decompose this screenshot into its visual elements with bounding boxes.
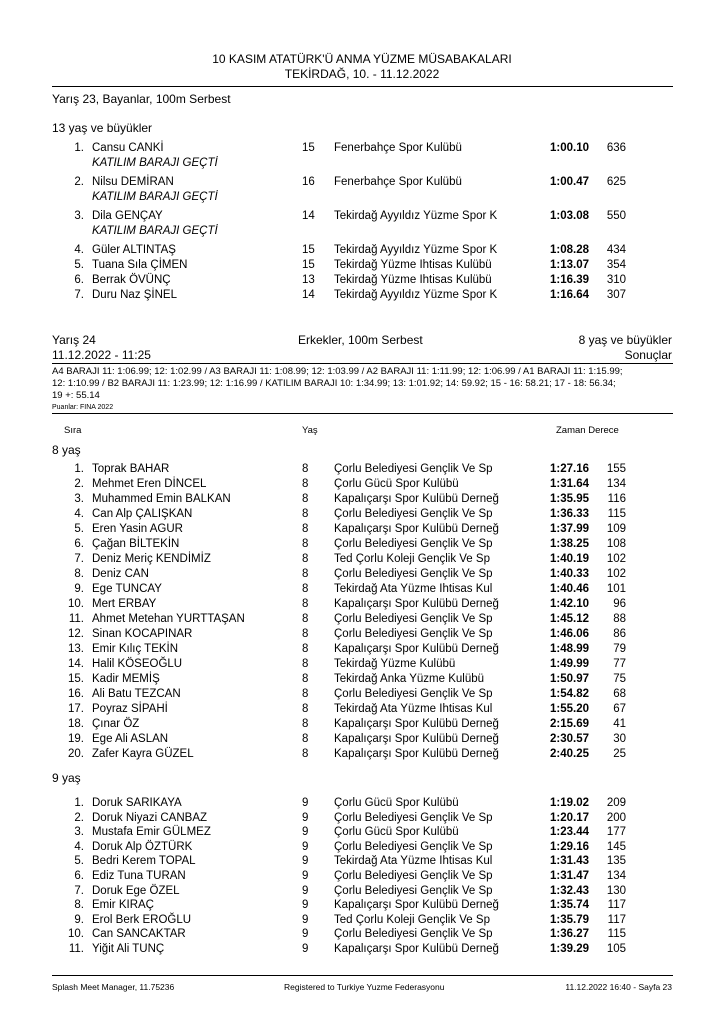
- swimmer-name: Çınar ÖZ: [92, 718, 140, 730]
- club-name: Tekirdağ Anka Yüzme Kulübü: [334, 673, 485, 685]
- age-group-8-label: 8 yaş: [52, 443, 81, 457]
- swimmer-age: 8: [302, 733, 309, 745]
- result-time: 1:42.10: [549, 598, 589, 610]
- club-name: Çorlu Gücü Spor Kulübü: [334, 797, 459, 809]
- result-points: 75: [613, 673, 626, 685]
- result-row: [0, 463, 724, 478]
- qualification-note: KATILIM BARAJI GEÇTİ: [92, 191, 218, 203]
- result-points: 134: [606, 870, 626, 882]
- club-name: Kapalıçarşı Spor Kulübü Derneğ: [334, 643, 499, 655]
- club-name: Tekirdağ Yüzme Kulübü: [334, 658, 456, 670]
- result-row: [0, 885, 724, 900]
- swimmer-name: Doruk Alp ÖZTÜRK: [92, 840, 193, 853]
- club-name: Kapalıçarşı Spor Kulübü Derneğ: [334, 718, 499, 730]
- result-row: [0, 855, 724, 870]
- result-rank: 2.: [74, 478, 84, 490]
- result-row: [0, 244, 724, 259]
- result-points: 77: [613, 658, 626, 670]
- result-rank: 11.: [68, 943, 84, 955]
- swimmer-name: Ege Ali ASLAN: [92, 733, 169, 745]
- swimmer-age: 8: [302, 583, 309, 595]
- result-time: 1:20.17: [549, 811, 589, 824]
- swimmer-age: 9: [302, 797, 309, 809]
- result-time: 1:16.39: [549, 274, 589, 286]
- result-row: [0, 841, 724, 856]
- swimmer-age: 8: [302, 688, 309, 700]
- swimmer-name: Halil KÖSEOĞLU: [92, 658, 183, 670]
- result-row: [0, 493, 724, 508]
- result-rank: 5.: [74, 259, 84, 271]
- column-header-age: Yaş: [302, 425, 318, 436]
- club-name: Fenerbahçe Spor Kulübü: [334, 176, 462, 188]
- result-rank: 9.: [74, 583, 84, 595]
- result-rank: 5.: [74, 855, 84, 868]
- result-row: [0, 748, 724, 763]
- swimmer-age: 9: [302, 870, 309, 882]
- result-rank: 8.: [74, 899, 84, 912]
- swimmer-age: 8: [302, 658, 309, 670]
- swimmer-name: Sinan KOCAPINAR: [92, 628, 193, 640]
- swimmer-name: Berrak ÖVÜNÇ: [92, 274, 171, 286]
- result-points: 67: [613, 703, 626, 715]
- result-row: [0, 870, 724, 885]
- result-row: [0, 568, 724, 583]
- result-row: [0, 928, 724, 943]
- swimmer-age: 8: [302, 718, 309, 730]
- swimmer-name: Deniz Meriç KENDİMİZ: [92, 553, 211, 565]
- result-time: 1:40.19: [549, 553, 589, 565]
- swimmer-name: Ali Batu TEZCAN: [92, 688, 181, 700]
- result-rank: 6.: [74, 538, 84, 550]
- result-points: 625: [606, 176, 626, 188]
- qualifying-times-line-2: 12: 1:10.99 / B2 BARAJI 11: 1:23.99; 12: 1:16.99 / KATILIM BARAJI 10: 1:34.99; 13: 1:01.92; 14: 59.92; 15 - 16: 58.21; 17 - 18: 56.34;: [52, 378, 616, 389]
- swimmer-age: 8: [302, 643, 309, 655]
- result-row: [0, 553, 724, 568]
- result-points: 434: [606, 244, 626, 256]
- club-name: Fenerbahçe Spor Kulübü: [334, 142, 462, 154]
- result-time: 1:00.10: [549, 142, 589, 154]
- result-points: 102: [606, 568, 626, 580]
- result-row: [0, 899, 724, 914]
- result-time: 1:31.43: [549, 855, 589, 868]
- result-points: 30: [613, 733, 626, 745]
- club-name: Kapalıçarşı Spor Kulübü Derneğ: [334, 748, 499, 760]
- result-rank: 18.: [68, 718, 84, 730]
- result-rank: 6.: [74, 870, 84, 882]
- column-header-rank: Sıra: [64, 425, 82, 436]
- swimmer-name: Mustafa Emir GÜLMEZ: [92, 826, 211, 839]
- result-rank: 8.: [74, 568, 84, 580]
- result-row: [0, 538, 724, 553]
- result-rank: 12.: [68, 628, 84, 640]
- race24-age-group: 8 yaş ve büyükler: [578, 333, 672, 347]
- swimmer-name: Dila GENÇAY: [92, 210, 163, 222]
- column-header-time-points: Zaman Derece: [556, 425, 619, 436]
- points-divider: [52, 413, 673, 414]
- result-points: 117: [607, 913, 626, 926]
- swimmer-name: Ahmet Metehan YURTTAŞAN: [92, 613, 245, 625]
- club-name: Tekirdağ Yüzme Ihtisas Kulübü: [334, 259, 492, 271]
- result-points: 108: [606, 538, 626, 550]
- result-row: [0, 478, 724, 493]
- result-time: 1:23.44: [549, 826, 589, 839]
- swimmer-name: Doruk Ege ÖZEL: [92, 884, 180, 897]
- result-rank: 11.: [68, 613, 84, 625]
- result-row: [0, 598, 724, 613]
- club-name: Tekirdağ Ata Yüzme Ihtisas Kul: [334, 855, 493, 868]
- result-points: 101: [606, 583, 626, 595]
- result-rank: 10.: [68, 928, 84, 941]
- result-time: 1:03.08: [549, 210, 589, 222]
- result-row: [0, 658, 724, 673]
- swimmer-name: Bedri Kerem TOPAL: [92, 855, 196, 868]
- result-time: 1:31.47: [549, 870, 589, 882]
- result-row: [0, 176, 724, 191]
- result-points: 177: [606, 826, 626, 839]
- club-name: Kapalıçarşı Spor Kulübü Derneğ: [334, 598, 499, 610]
- swimmer-name: Poyraz SİPAHİ: [92, 703, 168, 715]
- club-name: Tekirdağ Ayyıldız Yüzme Spor K: [334, 210, 498, 222]
- swimmer-age: 8: [302, 748, 309, 760]
- swimmer-age: 8: [302, 703, 309, 715]
- result-rank: 3.: [74, 210, 84, 222]
- result-row: [0, 289, 724, 304]
- swimmer-age: 15: [302, 259, 315, 271]
- swimmer-age: 8: [302, 523, 309, 535]
- swimmer-name: Doruk Niyazi CANBAZ: [92, 811, 208, 824]
- result-rank: 3.: [74, 493, 84, 505]
- result-time: 1:40.46: [549, 583, 589, 595]
- result-row: [0, 733, 724, 748]
- club-name: Çorlu Belediyesi Gençlik Ve Sp: [334, 840, 493, 853]
- result-points: 86: [613, 628, 626, 640]
- club-name: Çorlu Belediyesi Gençlik Ve Sp: [334, 884, 493, 897]
- swimmer-age: 9: [302, 928, 309, 941]
- result-points: 550: [606, 210, 626, 222]
- result-rank: 7.: [74, 289, 84, 301]
- race24-status: Sonuçlar: [624, 348, 672, 362]
- swimmer-age: 9: [302, 811, 309, 824]
- result-points: 25: [613, 748, 626, 760]
- points-note: Puanlar: FINA 2022: [52, 404, 114, 411]
- result-rank: 7.: [74, 553, 84, 565]
- result-rank: 4.: [74, 508, 84, 520]
- result-points: 636: [606, 142, 626, 154]
- swimmer-name: Deniz CAN: [92, 568, 149, 580]
- swimmer-age: 8: [302, 568, 309, 580]
- club-name: Çorlu Belediyesi Gençlik Ve Sp: [334, 568, 493, 580]
- result-points: 116: [607, 493, 626, 505]
- result-row: [0, 508, 724, 523]
- club-name: Çorlu Belediyesi Gençlik Ve Sp: [334, 688, 493, 700]
- club-name: Çorlu Gücü Spor Kulübü: [334, 826, 459, 839]
- result-time: 1:45.12: [549, 613, 589, 625]
- result-points: 109: [606, 523, 626, 535]
- club-name: Çorlu Belediyesi Gençlik Ve Sp: [334, 508, 493, 520]
- result-rank: 5.: [74, 523, 84, 535]
- club-name: Çorlu Belediyesi Gençlik Ve Sp: [334, 613, 493, 625]
- club-name: Çorlu Belediyesi Gençlik Ve Sp: [334, 870, 493, 882]
- result-rank: 3.: [74, 826, 84, 839]
- swimmer-name: Ege TUNCAY: [92, 583, 162, 595]
- race24-event: Erkekler, 100m Serbest: [298, 333, 423, 347]
- result-time: 1:37.99: [549, 523, 589, 535]
- club-name: Tekirdağ Yüzme Ihtisas Kulübü: [334, 274, 492, 286]
- result-time: 2:30.57: [549, 733, 589, 745]
- swimmer-age: 15: [302, 142, 315, 154]
- result-points: 115: [607, 928, 626, 941]
- club-name: Ted Çorlu Koleji Gençlik Ve Sp: [334, 913, 490, 926]
- footer-divider: [52, 975, 673, 976]
- result-time: 1:55.20: [549, 703, 589, 715]
- swimmer-age: 14: [302, 289, 315, 301]
- result-time: 1:31.64: [549, 478, 589, 490]
- result-time: 1:08.28: [549, 244, 589, 256]
- result-rank: 14.: [68, 658, 84, 670]
- result-time: 1:36.27: [549, 928, 589, 941]
- qualification-note: KATILIM BARAJI GEÇTİ: [92, 157, 218, 169]
- club-name: Kapalıçarşı Spor Kulübü Derneğ: [334, 733, 499, 745]
- age-group-9-label: 9 yaş: [52, 771, 81, 785]
- club-name: Tekirdağ Ata Yüzme Ihtisas Kul: [334, 583, 493, 595]
- swimmer-age: 9: [302, 913, 309, 926]
- result-time: 1:16.64: [549, 289, 589, 301]
- swimmer-name: Emir KIRAÇ: [92, 899, 154, 912]
- result-row: [0, 210, 724, 225]
- result-rank: 20.: [68, 748, 84, 760]
- result-row: [0, 718, 724, 733]
- race24-divider: [52, 363, 673, 364]
- swimmer-age: 8: [302, 538, 309, 550]
- result-row: [0, 142, 724, 157]
- club-name: Çorlu Belediyesi Gençlik Ve Sp: [334, 928, 493, 941]
- result-time: 1:00.47: [549, 176, 589, 188]
- result-time: 1:50.97: [549, 673, 589, 685]
- swimmer-age: 9: [302, 826, 309, 839]
- swimmer-age: 9: [302, 884, 309, 897]
- result-time: 2:15.69: [549, 718, 589, 730]
- result-rank: 1.: [74, 142, 84, 154]
- result-points: 115: [607, 508, 626, 520]
- swimmer-age: 15: [302, 244, 315, 256]
- swimmer-age: 8: [302, 673, 309, 685]
- race24-datetime: 11.12.2022 - 11:25: [52, 348, 151, 362]
- swimmer-age: 9: [302, 840, 309, 853]
- result-points: 145: [606, 840, 626, 853]
- result-points: 88: [613, 613, 626, 625]
- result-row: [0, 643, 724, 658]
- swimmer-age: 13: [302, 274, 315, 286]
- result-row: [0, 812, 724, 827]
- club-name: Tekirdağ Ata Yüzme Ihtisas Kul: [334, 703, 493, 715]
- result-rank: 6.: [74, 274, 84, 286]
- swimmer-age: 8: [302, 628, 309, 640]
- club-name: Çorlu Belediyesi Gençlik Ve Sp: [334, 463, 493, 475]
- race23-age-group: 13 yaş ve büyükler: [52, 121, 153, 135]
- result-rank: 16.: [68, 688, 84, 700]
- result-points: 96: [613, 598, 626, 610]
- swimmer-name: Mert ERBAY: [92, 598, 157, 610]
- document-title: 10 KASIM ATATÜRK'Ü ANMA YÜZME MÜSABAKALARI: [212, 52, 512, 66]
- result-rank: 1.: [74, 797, 84, 809]
- swimmer-name: Toprak BAHAR: [92, 463, 170, 475]
- result-time: 1:35.95: [549, 493, 589, 505]
- result-row: [0, 688, 724, 703]
- result-points: 105: [606, 943, 626, 955]
- swimmer-name: Ediz Tuna TURAN: [92, 870, 186, 882]
- result-rank: 17.: [68, 703, 84, 715]
- swimmer-name: Muhammed Emin BALKAN: [92, 493, 231, 505]
- result-points: 79: [613, 643, 626, 655]
- result-points: 135: [606, 855, 626, 868]
- race24-number: Yarış 24: [52, 333, 96, 347]
- swimmer-name: Mehmet Eren DİNCEL: [92, 478, 207, 490]
- result-points: 209: [606, 797, 626, 809]
- swimmer-age: 9: [302, 899, 309, 912]
- club-name: Çorlu Belediyesi Gençlik Ve Sp: [334, 811, 493, 824]
- footer-software: Splash Meet Manager, 11.75236: [52, 982, 175, 992]
- swimmer-name: Duru Naz ŞİNEL: [92, 289, 178, 301]
- result-rank: 7.: [74, 884, 84, 897]
- result-time: 1:54.82: [549, 688, 589, 700]
- result-time: 1:36.33: [549, 508, 589, 520]
- swimmer-name: Çağan BİLTEKİN: [92, 538, 180, 550]
- swimmer-name: Tuana Sıla ÇİMEN: [92, 259, 188, 271]
- result-points: 68: [613, 688, 626, 700]
- result-time: 1:48.99: [549, 643, 589, 655]
- footer-registered: Registered to Turkiye Yuzme Federasyonu: [284, 982, 445, 992]
- result-points: 102: [606, 553, 626, 565]
- qualifying-times-line-1: A4 BARAJI 11: 1:06.99; 12: 1:02.99 / A3 BARAJI 11: 1:08.99; 12: 1:03.99 / A2 BARAJI 11: 1:11.99; 12: 1:06.99 / A1 BARAJI 11: 1:15.99;: [52, 366, 623, 377]
- swimmer-age: 9: [302, 855, 309, 868]
- club-name: Tekirdağ Ayyıldız Yüzme Spor K: [334, 289, 498, 301]
- swimmer-name: Zafer Kayra GÜZEL: [92, 748, 194, 760]
- club-name: Kapalıçarşı Spor Kulübü Derneğ: [334, 523, 499, 535]
- result-note-row: [0, 225, 724, 240]
- result-rank: 10.: [68, 598, 84, 610]
- result-points: 134: [606, 478, 626, 490]
- swimmer-age: 8: [302, 613, 309, 625]
- result-row: [0, 797, 724, 812]
- swimmer-name: Can SANCAKTAR: [92, 928, 186, 941]
- result-points: 130: [606, 884, 626, 897]
- swimmer-name: Nilsu DEMİRAN: [92, 176, 174, 188]
- swimmer-age: 16: [302, 176, 315, 188]
- result-row: [0, 259, 724, 274]
- swimmer-name: Emir Kılıç TEKİN: [92, 643, 179, 655]
- result-time: 2:40.25: [549, 748, 589, 760]
- result-points: 41: [613, 718, 626, 730]
- result-points: 200: [606, 811, 626, 824]
- result-time: 1:49.99: [549, 658, 589, 670]
- club-name: Çorlu Gücü Spor Kulübü: [334, 478, 459, 490]
- swimmer-name: Can Alp ÇALIŞKAN: [92, 508, 193, 520]
- result-points: 307: [606, 289, 626, 301]
- swimmer-name: Doruk SARIKAYA: [92, 797, 182, 809]
- club-name: Kapalıçarşı Spor Kulübü Derneğ: [334, 943, 499, 955]
- result-time: 1:19.02: [549, 797, 589, 809]
- result-points: 155: [606, 463, 626, 475]
- document-subtitle: TEKİRDAĞ, 10. - 11.12.2022: [284, 67, 440, 81]
- club-name: Kapalıçarşı Spor Kulübü Derneğ: [334, 493, 499, 505]
- swimmer-age: 8: [302, 598, 309, 610]
- swimmer-name: Cansu CANKİ: [92, 142, 164, 154]
- result-rank: 19.: [68, 733, 84, 745]
- result-row: [0, 274, 724, 289]
- result-row: [0, 673, 724, 688]
- qualification-note: KATILIM BARAJI GEÇTİ: [92, 225, 218, 237]
- club-name: Kapalıçarşı Spor Kulübü Derneğ: [334, 899, 499, 912]
- result-time: 1:35.79: [549, 913, 589, 926]
- swimmer-age: 8: [302, 493, 309, 505]
- result-rank: 2.: [74, 176, 84, 188]
- result-note-row: [0, 191, 724, 206]
- qualifying-times-line-3: 19 +: 55.14: [52, 390, 100, 401]
- result-rank: 1.: [74, 463, 84, 475]
- result-rank: 13.: [68, 643, 84, 655]
- result-points: 117: [607, 899, 626, 912]
- footer-page-info: 11.12.2022 16:40 - Sayfa 23: [565, 982, 672, 992]
- swimmer-age: 8: [302, 553, 309, 565]
- swimmer-age: 8: [302, 463, 309, 475]
- result-time: 1:29.16: [549, 840, 589, 853]
- swimmer-name: Erol Berk EROĞLU: [92, 913, 192, 926]
- result-time: 1:40.33: [549, 568, 589, 580]
- result-time: 1:39.29: [549, 943, 589, 955]
- result-row: [0, 523, 724, 538]
- result-time: 1:13.07: [549, 259, 589, 271]
- result-rank: 2.: [74, 811, 84, 824]
- result-points: 310: [606, 274, 626, 286]
- result-time: 1:27.16: [549, 463, 589, 475]
- result-time: 1:32.43: [549, 884, 589, 897]
- swimmer-age: 9: [302, 943, 309, 955]
- swimmer-name: Güler ALTINTAŞ: [92, 244, 176, 256]
- swimmer-name: Kadir MEMİŞ: [92, 673, 160, 685]
- result-rank: 15.: [68, 673, 84, 685]
- result-points: 354: [606, 259, 626, 271]
- club-name: Çorlu Belediyesi Gençlik Ve Sp: [334, 628, 493, 640]
- club-name: Çorlu Belediyesi Gençlik Ve Sp: [334, 538, 493, 550]
- result-time: 1:46.06: [549, 628, 589, 640]
- result-time: 1:35.74: [549, 899, 589, 912]
- swimmer-age: 8: [302, 478, 309, 490]
- club-name: Tekirdağ Ayyıldız Yüzme Spor K: [334, 244, 498, 256]
- result-time: 1:38.25: [549, 538, 589, 550]
- race23-title: Yarış 23, Bayanlar, 100m Serbest: [52, 92, 231, 106]
- result-note-row: [0, 157, 724, 172]
- result-rank: 4.: [74, 244, 84, 256]
- swimmer-name: Yiğit Ali TUNÇ: [92, 943, 165, 955]
- swimmer-age: 8: [302, 508, 309, 520]
- result-row: [0, 914, 724, 929]
- result-row: [0, 703, 724, 718]
- result-row: [0, 613, 724, 628]
- result-row: [0, 826, 724, 841]
- header-divider: [52, 86, 673, 87]
- club-name: Ted Çorlu Koleji Gençlik Ve Sp: [334, 553, 490, 565]
- swimmer-name: Eren Yasin AGUR: [92, 523, 183, 535]
- result-rank: 9.: [74, 913, 84, 926]
- swimmer-age: 14: [302, 210, 315, 222]
- result-row: [0, 583, 724, 598]
- result-row: [0, 943, 724, 958]
- result-rank: 4.: [74, 840, 84, 853]
- result-row: [0, 628, 724, 643]
